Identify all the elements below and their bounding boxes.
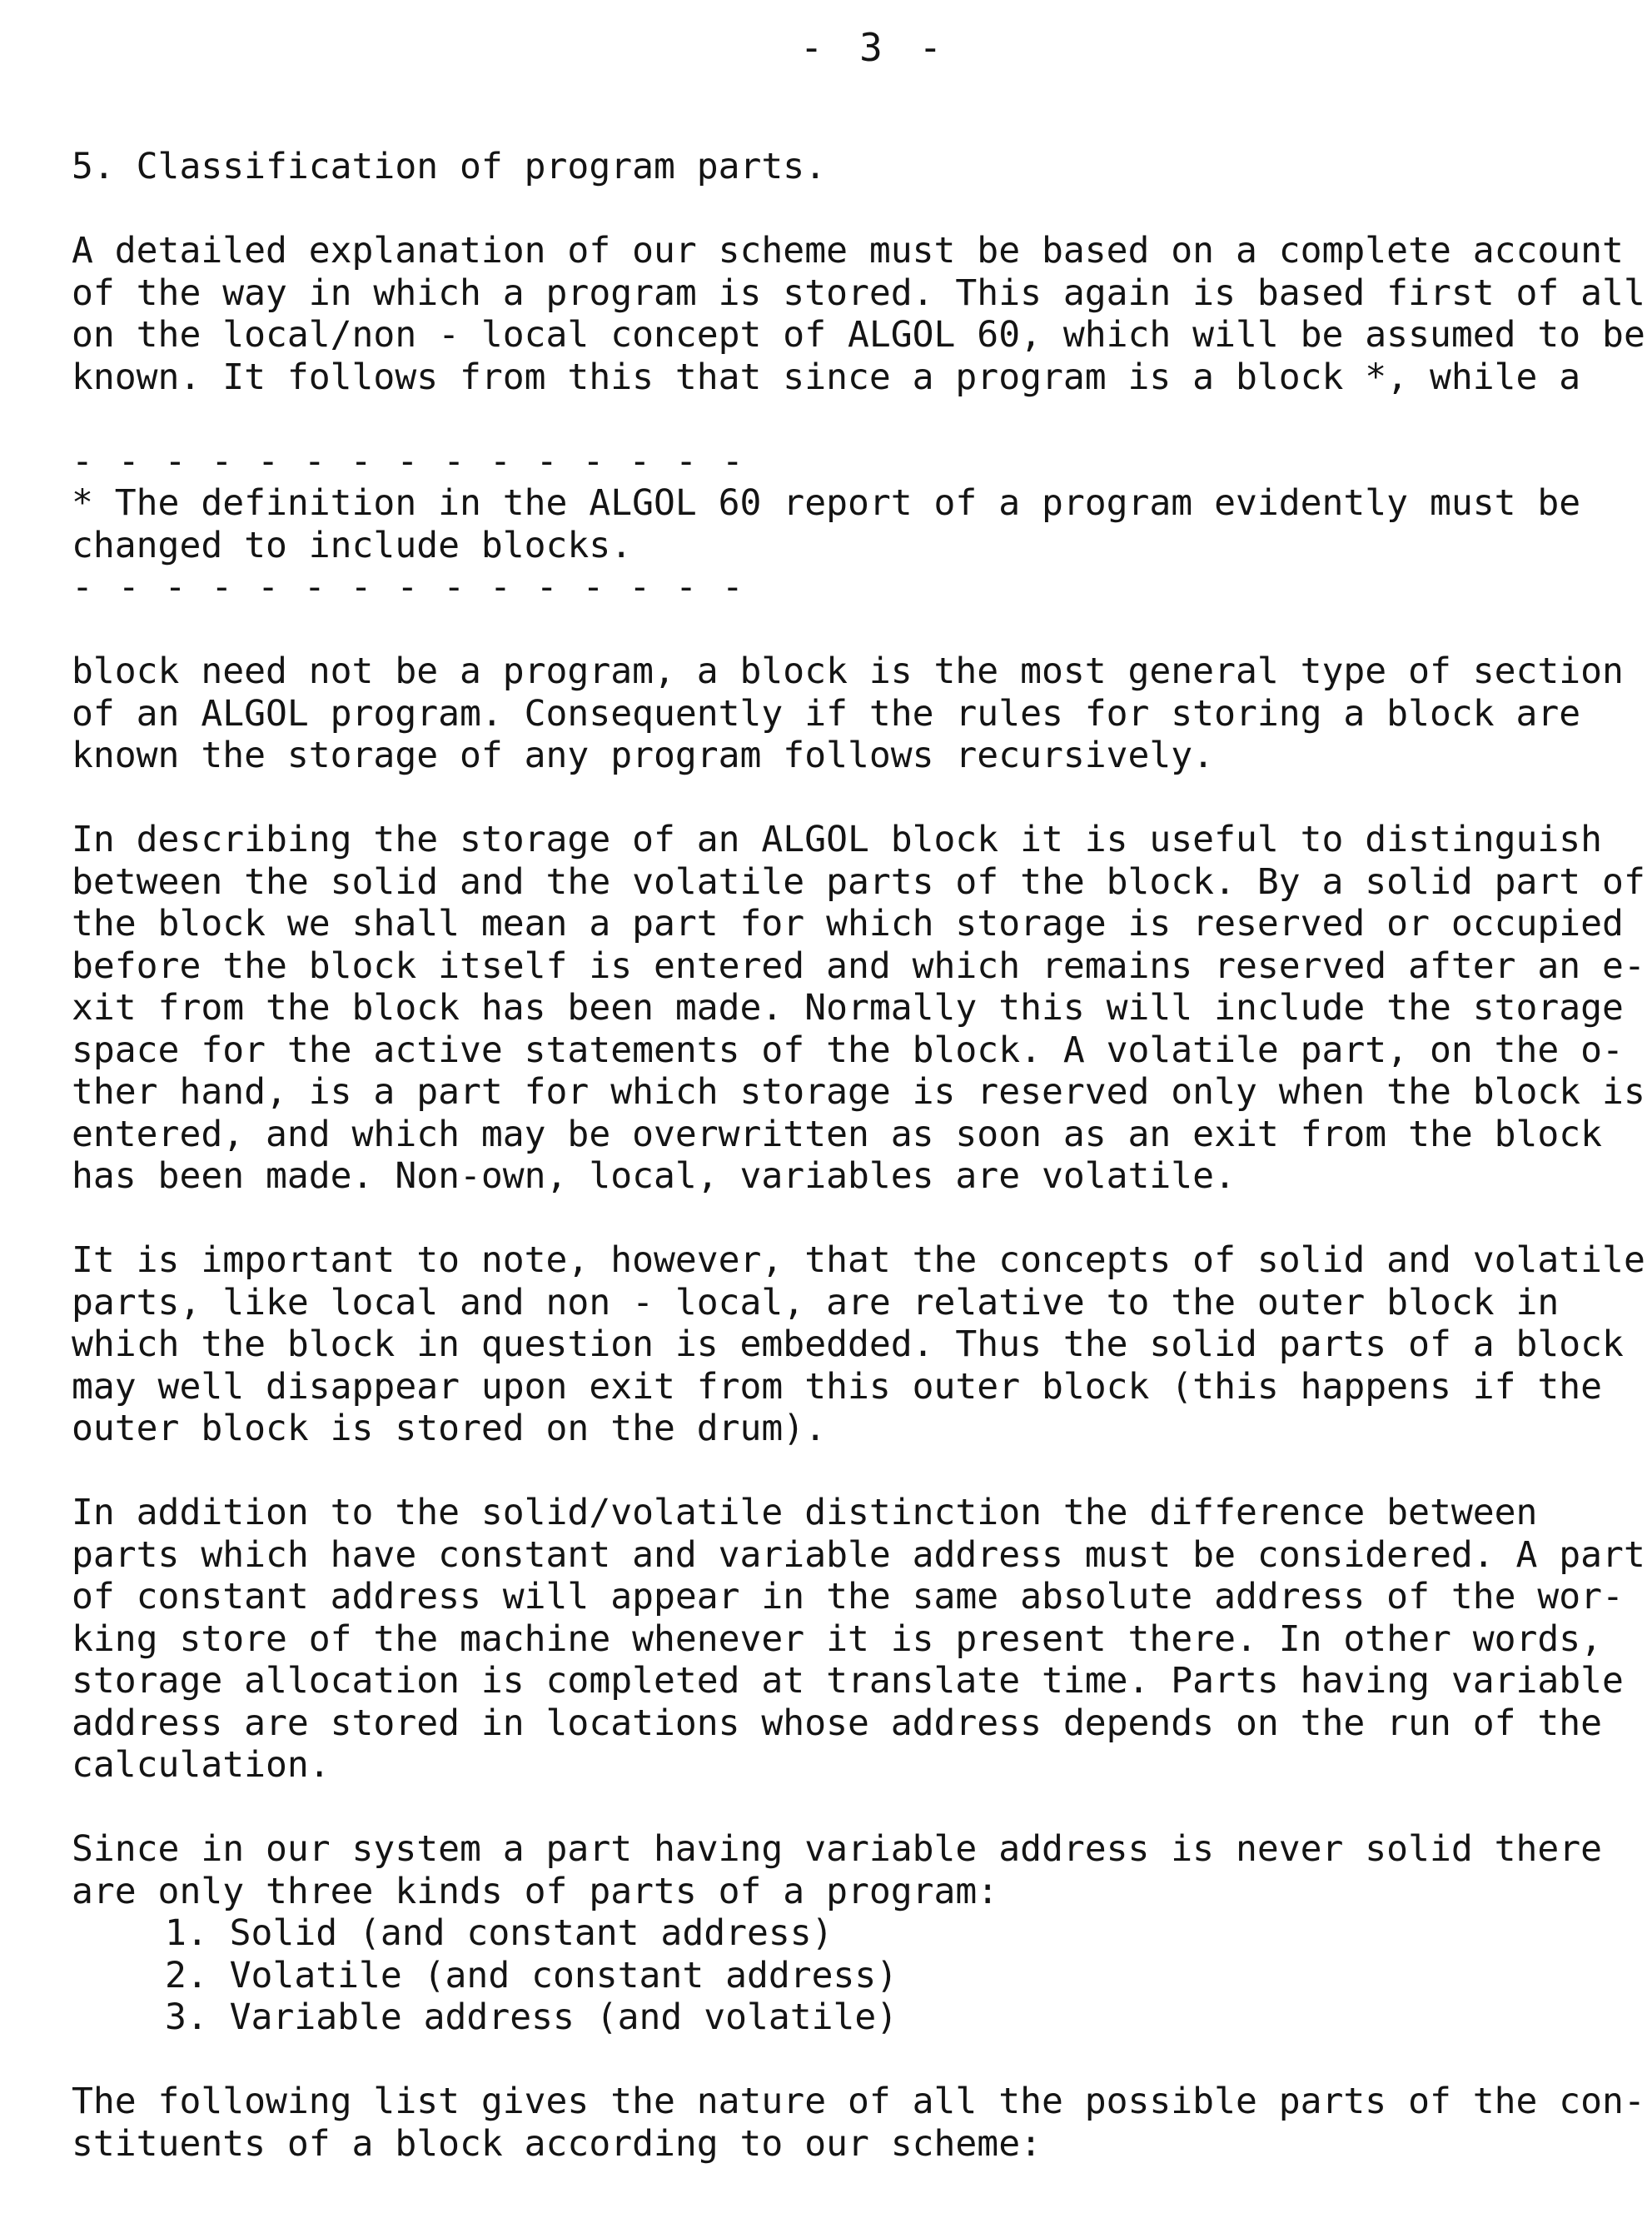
page-number: - 3 - <box>799 25 949 70</box>
text-line: entered, and which may be overwritten as soon as an exit from the block <box>72 1113 1603 1155</box>
paragraph-7 <box>72 2081 1645 2165</box>
paragraph-5 <box>72 1492 1645 1787</box>
section-heading: 5. Classification of program parts. <box>72 146 827 187</box>
footnote-block <box>72 441 1620 609</box>
text-line: known the storage of any program follows recursively. <box>72 735 1215 776</box>
list-item: 2. Volatile (and constant address) <box>165 1954 898 1996</box>
text-line: parts which have constant and variable address must be considered. A part <box>72 1533 1645 1576</box>
text-line: of an ALGOL program. Consequently if the rules for storing a block are <box>72 692 1581 735</box>
text-line: outer block is stored on the drum). <box>72 1408 827 1449</box>
list-item: 3. Variable address (and volatile) <box>165 1996 898 2038</box>
text-line: are only three kinds of parts of a program: <box>72 1870 999 1912</box>
text-line: of the way in which a program is stored. This again is based first of all <box>72 272 1645 314</box>
paragraph-6 <box>72 1828 1620 1912</box>
text-line: the block we shall mean a part for which storage is reserved or occupied <box>72 903 1624 945</box>
footnote-rule-top: - - - - - - - - - - - - - - - <box>72 440 745 482</box>
paragraph-3 <box>72 819 1645 1198</box>
text-line: has been made. Non-own, local, variables are volatile. <box>72 1155 1236 1197</box>
text-line: calculation. <box>72 1744 331 1786</box>
text-line: which the block in question is embedded. Thus the solid parts of a block <box>72 1323 1624 1365</box>
text-line: In addition to the solid/volatile distinction the difference between <box>72 1492 1538 1533</box>
text-line: address are stored in locations whose address depends on the run of the <box>72 1702 1603 1744</box>
text-line: before the block itself is entered and which remains reserved after an e- <box>72 945 1645 987</box>
text-line: A detailed explanation of our scheme must be based on a complete account <box>72 230 1624 272</box>
text-line: stituents of a block according to our scheme: <box>72 2122 1042 2165</box>
text-line: parts, like local and non - local, are relative to the outer block in <box>72 1281 1560 1323</box>
text-line: of constant address will appear in the same absolute address of the wor- <box>72 1576 1624 1617</box>
text-line: on the local/non - local concept of ALGOL 60, which will be assumed to be <box>72 314 1645 356</box>
footnote-line: changed to include blocks. <box>72 524 633 566</box>
footnote-line: * The definition in the ALGOL 60 report of a program evidently must be <box>72 482 1581 524</box>
paragraph-1 <box>72 230 1645 398</box>
text-line: may well disappear upon exit from this outer block (this happens if the <box>72 1365 1603 1408</box>
text-line: block need not be a program, a block is the most general type of section <box>72 650 1624 692</box>
text-line: between the solid and the volatile parts of the block. By a solid part of <box>72 860 1645 903</box>
text-line: storage allocation is completed at translate time. Parts having variable <box>72 1660 1624 1702</box>
paragraph-4 <box>72 1239 1645 1450</box>
text-line: ther hand, is a part for which storage is reserved only when the block is <box>72 1071 1645 1113</box>
text-line: king store of the machine whenever it is present there. In other words, <box>72 1617 1603 1660</box>
text-line: It is important to note, however, that the concepts of solid and volatile <box>72 1239 1645 1281</box>
text-line: The following list gives the nature of all the possible parts of the con- <box>72 2081 1645 2122</box>
footnote-rule-bottom: - - - - - - - - - - - - - - - <box>72 566 745 608</box>
document-body <box>72 146 1645 2165</box>
text-line: Since in our system a part having variable address is never solid there <box>72 1828 1603 1870</box>
text-line: space for the active statements of the block. A volatile part, on the o- <box>72 1029 1624 1071</box>
parts-list <box>72 1912 1620 2039</box>
list-item: 1. Solid (and constant address) <box>165 1912 833 1954</box>
text-line: In describing the storage of an ALGOL block it is useful to distinguish <box>72 819 1603 860</box>
paragraph-2 <box>72 650 1624 777</box>
text-line: xit from the block has been made. Normally this will include the storage <box>72 987 1624 1029</box>
text-line: known. It follows from this that since a program is a block *, while a <box>72 356 1581 398</box>
